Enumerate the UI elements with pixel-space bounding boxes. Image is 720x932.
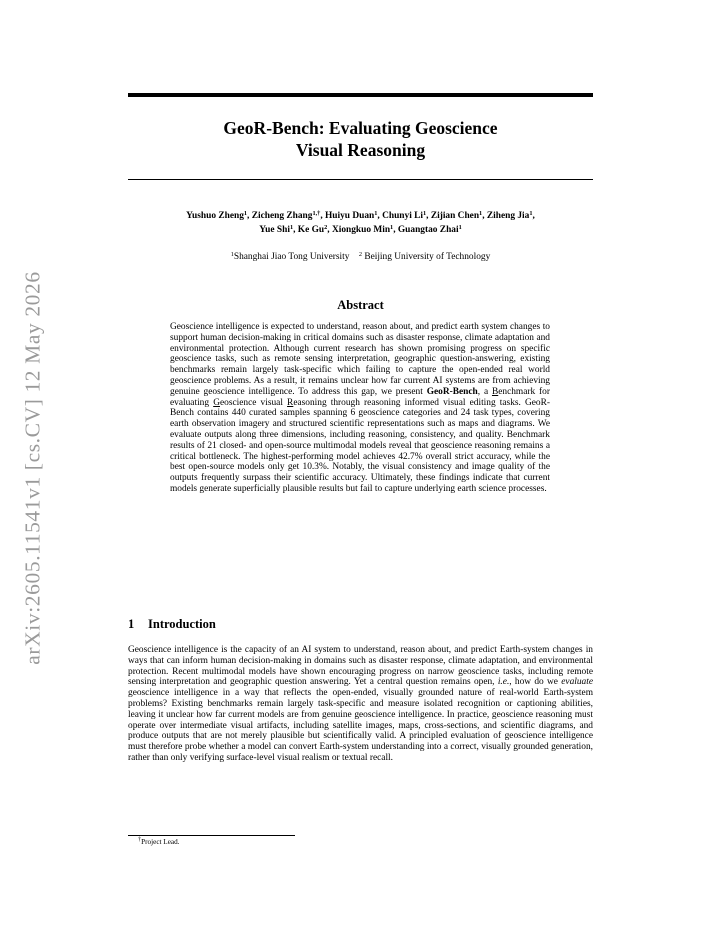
footnote: †Project Lead. (138, 836, 180, 846)
section-heading-introduction: 1 Introduction (128, 617, 216, 631)
affiliation: $^1$Shanghai Jiao Tong University (230, 251, 350, 262)
author-list (120, 210, 601, 237)
affiliation: $^2$ Beijing University of Technology (358, 251, 491, 262)
paper-title: GeoR-Bench: Evaluating Geoscience Visual Reasoning (223, 118, 498, 160)
abstract-heading: Abstract (337, 298, 384, 312)
author: Zijian Chen$^1$, (430, 210, 487, 221)
arxiv-identifier: arXiv:2605.11541v1 [cs.CV] 12 May 2026 (20, 271, 45, 665)
author: Zicheng Zhang$^{1,\dagger}$, (251, 210, 325, 221)
title-bottom-rule (128, 179, 593, 180)
footnote-rule (128, 835, 295, 836)
author: Ke Gu$^2$, (297, 223, 332, 235)
author: Xiongkuo Min$^1$, (331, 223, 398, 235)
author: Yue Shi$^1$, (259, 223, 298, 235)
introduction-paragraph: Geoscience intelligence is the capacity of an AI system to understand, reason about, and predict Earth-system changes in ways that can inform human decision-making in domains such as disaster response, climate adaptation, and environmental protection. Recent multimodal models have shown encouraging progress on narrow geoscience tasks, including remote sensing interpretation and geographic question answering. Yet a central question remains open, i.e., how do we evaluate geoscience intelligence in a way that reflects the open-ended, visually grounded nature of real-world Earth-system problems? Existing benchmarks remain largely task-specific and measure isolated recognition or captioning abilities, leaving it unclear how far current models are from genuine geoscience intelligence. In practice, geoscience reasoning must operate over intermediate visual artifacts, including satellite images, maps, cross-sections, and scientific diagrams, and produce outputs that are not merely plausible but scientifically valid. A principled evaluation of geoscience intelligence must therefore probe whether a model can convert Earth-system understanding into a correct, visually grounded generation, rather than only verifying surface-level visual realism or textual recall. (128, 645, 594, 763)
author: Huiyu Duan$^1$, (325, 210, 383, 221)
affiliations (128, 251, 593, 264)
author: Yushuo Zheng$^1$, (186, 210, 252, 221)
author: Ziheng Jia$^1$, (486, 210, 535, 221)
author: Guangtao Zhai$^1$ (397, 223, 462, 235)
author: Chunyi Li$^1$, (382, 210, 431, 221)
abstract-body: Geoscience intelligence is expected to understand, reason about, and predict earth system changes to support human decision-making in critical domains such as disaster response, climate adaptation and environmental protection. Although current research has shown promising progress on specific geoscience tasks, such as remote sensing interpretation, geographic question-answering, existing benchmarks remain largely task-specific which failing to capture the open-ended real world geoscience problems. As a result, it remains unclear how far current AI systems are from achieving genuine geoscience intelligence. To address this gap, we present GeoR-Bench, a Benchmark for evaluating Geoscience visual Reasoning through reasoning informed visual editing tasks. GeoR-Bench contains 440 curated samples spanning 6 geoscience categories and 24 task types, covering earth observation imagery and structured scientific representations such as maps and diagrams. We evaluate outputs along three dimensions, including reasoning, consistency, and quality. Benchmark results of 21 closed- and open-source multimodal models reveal that geoscience reasoning remains a critical bottleneck. The highest-performing model achieves 42.7% overall strict accuracy, while the best open-source models only get 10.3%. Notably, the visual consistency and image quality of the outputs frequently surpass their scientific accuracy. Ultimately, these findings indicate that current models generate superficially plausible results but fail to capture underlying earth science processes. (170, 322, 550, 494)
title-top-rule (128, 93, 593, 97)
benchmark-name: GeoR-Bench (426, 386, 478, 397)
